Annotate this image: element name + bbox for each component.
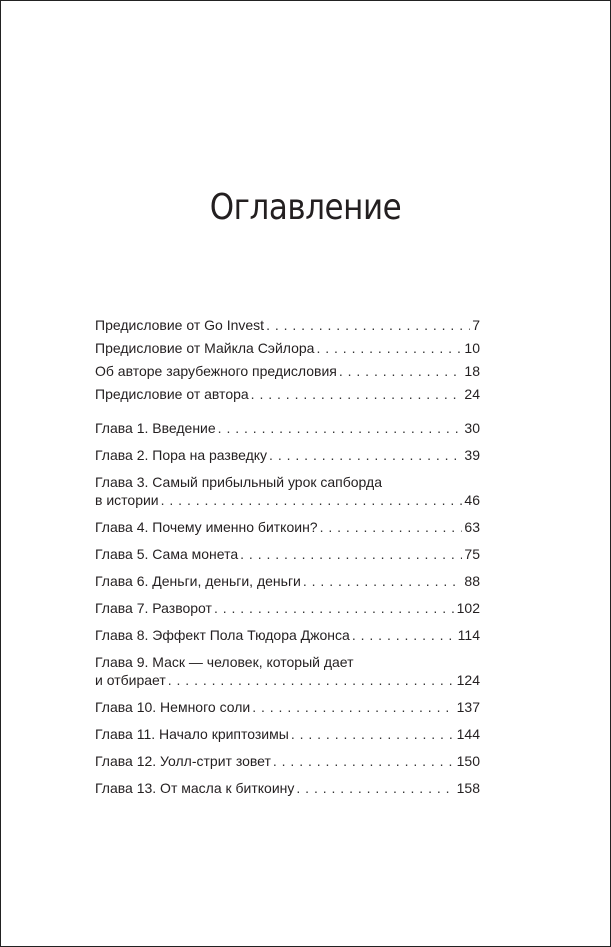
toc-entry-label: Предисловие от Майкла Сэйлора — [95, 340, 315, 356]
toc-page-number: 144 — [456, 726, 480, 742]
toc-entry-title-line: Глава 3. Самый прибыльный урок сапборда — [95, 474, 382, 490]
toc-entry-row — [95, 698, 480, 716]
toc-entry[interactable] — [95, 572, 480, 590]
toc-page-number: 39 — [464, 447, 480, 463]
dot-leader — [303, 572, 463, 590]
dot-leader — [339, 360, 463, 383]
toc-page-number: 24 — [464, 386, 480, 402]
toc-page-number: 63 — [464, 519, 480, 535]
toc-page-number: 30 — [464, 420, 480, 436]
toc-entry[interactable] — [95, 518, 480, 536]
dot-leader — [273, 752, 455, 770]
dot-leader — [266, 314, 470, 337]
toc-entry[interactable] — [95, 698, 480, 716]
toc-entry-row — [95, 725, 480, 743]
front-matter-list — [95, 314, 480, 406]
toc-entry-label: Предисловие от Go Invest — [95, 317, 265, 333]
toc-entry[interactable] — [95, 752, 480, 770]
toc-entry[interactable] — [95, 599, 480, 617]
toc-entry[interactable] — [95, 337, 480, 360]
toc-entry-label: в истории — [95, 492, 159, 508]
toc-entry-row — [95, 337, 480, 360]
dot-leader — [218, 419, 463, 437]
toc-page-number: 114 — [457, 627, 480, 643]
dot-leader — [168, 671, 455, 689]
dot-leader — [240, 545, 462, 563]
toc-entry-label: Глава 10. Немного соли — [95, 699, 251, 715]
toc-entry-row — [95, 314, 480, 337]
toc-entry-label: Глава 2. Пора на разведку — [95, 447, 268, 463]
toc-entry[interactable] — [95, 545, 480, 563]
toc-page-number: 7 — [472, 317, 480, 333]
toc-entry-label: Об авторе зарубежного предисловия — [95, 363, 337, 379]
toc-entry-row — [95, 446, 480, 464]
toc-entry-row — [95, 599, 480, 617]
toc-page-number: 46 — [464, 492, 480, 508]
toc-page-number: 10 — [464, 340, 480, 356]
toc-entry[interactable] — [95, 360, 480, 383]
toc-entry-row — [95, 626, 480, 644]
toc-page-number: 75 — [464, 546, 480, 562]
dot-leader — [252, 698, 454, 716]
toc-page-number: 158 — [456, 780, 480, 796]
toc-page-number: 88 — [464, 573, 480, 589]
toc-entry-label: Предисловие от автора — [95, 386, 249, 402]
dot-leader — [296, 779, 454, 797]
toc-entry[interactable] — [95, 473, 480, 509]
dot-leader — [352, 626, 456, 644]
dot-leader — [214, 599, 455, 617]
toc-entry-label: Глава 1. Введение — [95, 420, 216, 436]
toc-entry[interactable] — [95, 626, 480, 644]
toc-entry-label: Глава 5. Сама монета — [95, 546, 239, 562]
toc-entry-row — [95, 572, 480, 590]
table-of-contents — [95, 314, 480, 806]
toc-entry-row — [95, 383, 480, 406]
page-title: Оглавление — [209, 187, 402, 228]
toc-entry-row — [95, 360, 480, 383]
toc-entry-label: и отбирает — [95, 672, 166, 688]
toc-page-number: 124 — [456, 672, 480, 688]
toc-entry-row — [95, 779, 480, 797]
dot-leader — [251, 383, 463, 406]
toc-entry-label: Глава 8. Эффект Пола Тюдора Джонса — [95, 627, 350, 643]
toc-entry[interactable] — [95, 446, 480, 464]
toc-entry[interactable] — [95, 725, 480, 743]
toc-page-number: 150 — [456, 753, 480, 769]
toc-entry-label: Глава 13. От масла к биткоину — [95, 780, 295, 796]
toc-entry[interactable] — [95, 419, 480, 437]
toc-entry-label: Глава 7. Разворот — [95, 600, 212, 616]
toc-entry-row — [95, 752, 480, 770]
toc-entry-title-line: Глава 9. Маск — человек, который дает — [95, 654, 354, 670]
chapter-list — [95, 419, 480, 797]
dot-leader — [291, 725, 455, 743]
toc-entry-row — [95, 545, 480, 563]
toc-entry-row — [95, 419, 480, 437]
toc-entry[interactable] — [95, 653, 480, 689]
toc-entry[interactable] — [95, 383, 480, 406]
dot-leader — [320, 518, 463, 536]
dot-leader — [161, 491, 463, 509]
toc-entry[interactable] — [95, 314, 480, 337]
toc-entry-label: Глава 11. Начало криптозимы — [95, 726, 289, 742]
toc-entry[interactable] — [95, 779, 480, 797]
dot-leader — [269, 446, 462, 464]
toc-entry-label: Глава 12. Уолл-стрит зовет — [95, 753, 271, 769]
toc-entry-row — [95, 518, 480, 536]
dot-leader — [316, 337, 462, 360]
toc-entry-row — [95, 671, 480, 689]
toc-entry-label: Глава 6. Деньги, деньги, деньги — [95, 573, 301, 589]
toc-page-number: 102 — [456, 600, 480, 616]
toc-entry-label: Глава 4. Почему именно биткоин? — [95, 519, 318, 535]
toc-page-number: 18 — [464, 363, 480, 379]
toc-entry-row — [95, 491, 480, 509]
toc-page-number: 137 — [456, 699, 480, 715]
